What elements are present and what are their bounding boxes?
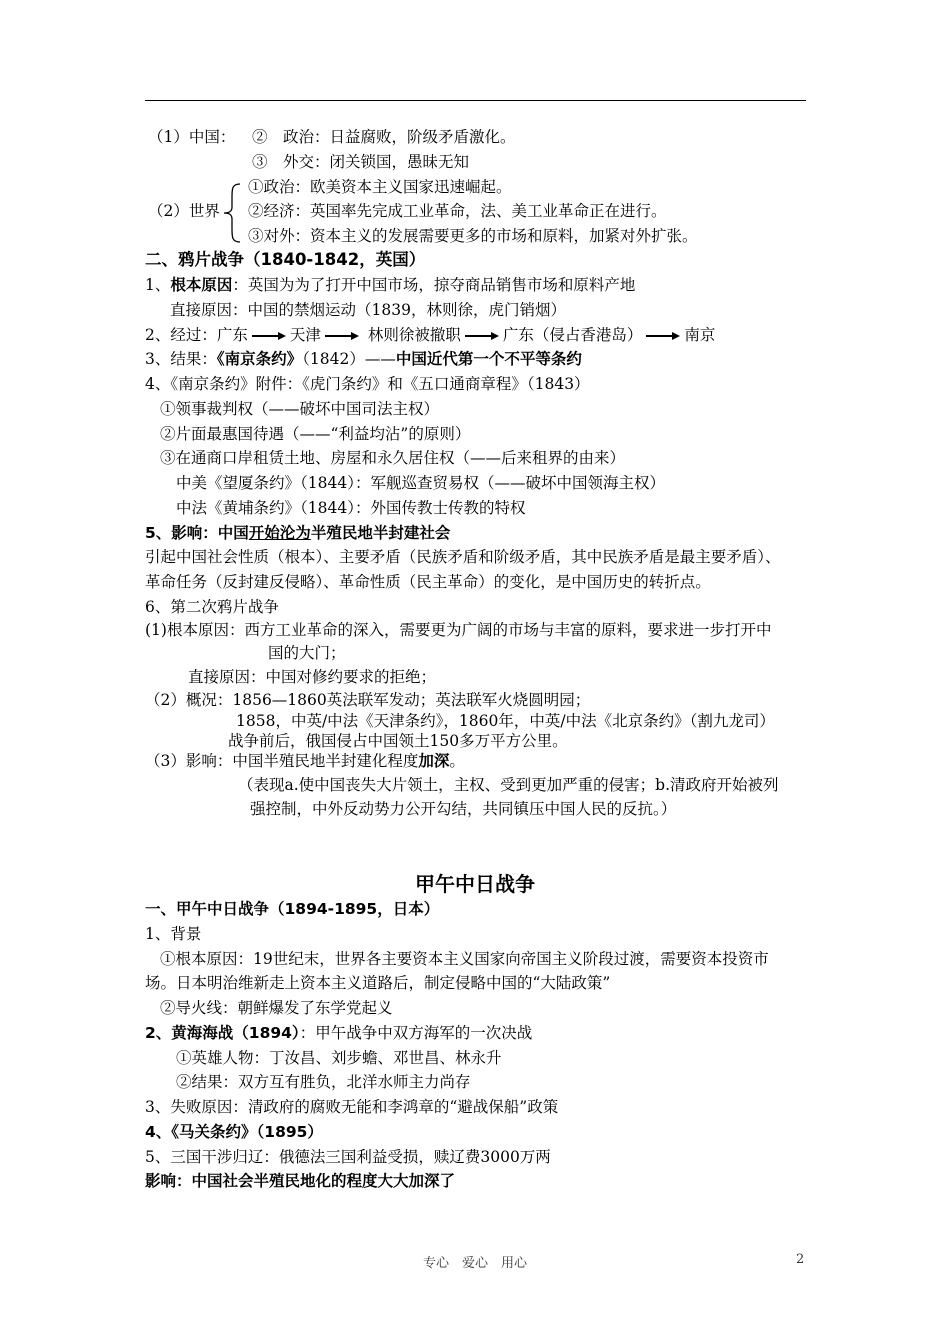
failure-cause: 3、失败原因：清政府的腐败无能和李鸿章的“避战保船”政策 bbox=[145, 1098, 559, 1116]
world-label: （2）世界 bbox=[148, 202, 220, 220]
second-war-note-1: （表现a.使中国丧失大片领土，主权、受到更加严重的侵害；b.清政府开始被列 bbox=[238, 776, 779, 794]
opium-impact: 5、影响：中国开始沦为半殖民地半封建社会 bbox=[145, 524, 451, 542]
shimonoseki-treaty: 4、《马关条约》（1895） bbox=[145, 1123, 323, 1141]
background-item-1a: ①根本原因：19世纪末，世界各主要资本主义国家向帝国主义阶段过渡，需要资本投资市 bbox=[160, 950, 769, 968]
annex-item-1: ①领事裁判权（——破坏中国司法主权） bbox=[160, 400, 440, 418]
second-war-cause-2: 国的大门； bbox=[268, 644, 346, 662]
second-war-note-2: 强控制，中外反动势力公开勾结，共同镇压中国人民的反抗。） bbox=[250, 800, 677, 818]
page-number: 2 bbox=[796, 1252, 805, 1267]
china-label: （1）中国： bbox=[148, 128, 236, 146]
treaty-wangxia: 中美《望厦条约》（1844）：军舰巡查贸易权（——破坏中国领海主权） bbox=[176, 474, 665, 492]
world-item-politics: ①政治：欧美资本主义国家迅速崛起。 bbox=[248, 178, 512, 196]
second-war-cause-1: (1)根本原因：西方工业革命的深入，需要更为广阔的市场与丰富的原料，要求进一步打开中 bbox=[145, 621, 772, 639]
world-item-foreign: ③对外：资本主义的发展需要更多的市场和原料，加紧对外扩张。 bbox=[248, 227, 698, 245]
opium-annex: 4、《南京条约》附件：《虎门条约》和《五口通商章程》（1843） bbox=[145, 375, 590, 393]
background-heading: 1、背景 bbox=[145, 925, 202, 943]
brace-icon bbox=[222, 183, 242, 243]
opium-course: 2、经过：广东 天津 林则徐被撤职 广东（侵占香港岛） 南京 bbox=[145, 326, 716, 344]
triple-intervention: 5、三国干涉归辽：俄德法三国利益受损，赎辽费3000万两 bbox=[145, 1148, 551, 1166]
second-war-overview-3: 战争前后，俄国侵占中国领土150多万平方公里。 bbox=[228, 732, 568, 750]
footer-motto: 专心 爱心 用心 bbox=[422, 1256, 527, 1271]
second-opium-war-heading: 6、第二次鸦片战争 bbox=[145, 598, 279, 616]
yellow-sea-battle: 2、黄海海战（1894）：甲午战争中双方海军的一次决战 bbox=[145, 1024, 533, 1042]
opium-war-heading: 二、鸦片战争（1840-1842，英国） bbox=[145, 250, 426, 269]
second-war-overview-1: （2）概况：1856—1860英法联军发动；英法联军火烧圆明园； bbox=[145, 691, 591, 709]
background-item-2: ②导火线：朝鲜爆发了东学党起义 bbox=[160, 999, 393, 1017]
sino-japanese-impact: 影响：中国社会半殖民地化的程度大大加深了 bbox=[145, 1172, 456, 1190]
opium-impact-text-1: 引起中国社会性质（根本）、主要矛盾（民族矛盾和阶级矛盾，其中民族矛盾是最主要矛盾）、 bbox=[145, 548, 781, 566]
opium-root-cause: 1、根本原因：英国为为了打开中国市场，掠夺商品销售市场和原料产地 bbox=[145, 276, 636, 294]
treaty-huangpu: 中法《黄埔条约》（1844）：外国传教士传教的特权 bbox=[176, 499, 526, 517]
heroes: ①英雄人物：丁汝昌、刘步蟾、邓世昌、林永升 bbox=[176, 1049, 502, 1067]
opium-impact-text-2: 革命任务（反封建反侵略）、革命性质（民主革命）的变化，是中国历史的转折点。 bbox=[145, 573, 711, 591]
arrow-right-icon bbox=[325, 332, 359, 340]
arrow-right-icon bbox=[465, 332, 499, 340]
page-title: 甲午中日战争 bbox=[415, 872, 535, 896]
annex-item-3: ③在通商口岸租赁土地、房屋和永久居住权（——后来租界的由来） bbox=[160, 449, 626, 467]
sino-japanese-heading: 一、甲午中日战争（1894-1895，日本） bbox=[145, 900, 440, 918]
annex-item-2: ②片面最惠国待遇（——“利益均沾”的原则） bbox=[160, 425, 471, 443]
arrow-right-icon bbox=[646, 332, 680, 340]
background-item-1b: 场。日本明治维新走上资本主义道路后，制定侵略中国的“大陆政策” bbox=[145, 974, 611, 992]
opium-direct-cause: 直接原因：中国的禁烟运动（1839，林则徐，虎门销烟） bbox=[170, 301, 566, 319]
second-war-direct-cause: 直接原因：中国对修约要求的拒绝； bbox=[188, 668, 437, 686]
second-war-impact: （3）影响：中国半殖民地半封建化程度加深。 bbox=[145, 752, 465, 770]
header-rule bbox=[145, 100, 806, 101]
battle-outcome: ②结果：双方互有胜负，北洋水师主力尚存 bbox=[176, 1073, 471, 1091]
opium-result: 3、结果：《南京条约》（1842）——中国近代第一个不平等条约 bbox=[145, 350, 582, 368]
china-item-diplomacy: ③ 外交：闭关锁国，愚昧无知 bbox=[252, 153, 470, 171]
world-item-economy: ②经济：英国率先完成工业革命，法、美工业革命正在进行。 bbox=[248, 202, 667, 220]
china-item-politics: ② 政治：日益腐败，阶级矛盾激化。 bbox=[252, 128, 516, 146]
second-war-overview-2: 1858，中英/中法《天津条约》，1860年，中英/中法《北京条约》（割九龙司） bbox=[236, 712, 775, 730]
arrow-right-icon bbox=[252, 332, 286, 340]
